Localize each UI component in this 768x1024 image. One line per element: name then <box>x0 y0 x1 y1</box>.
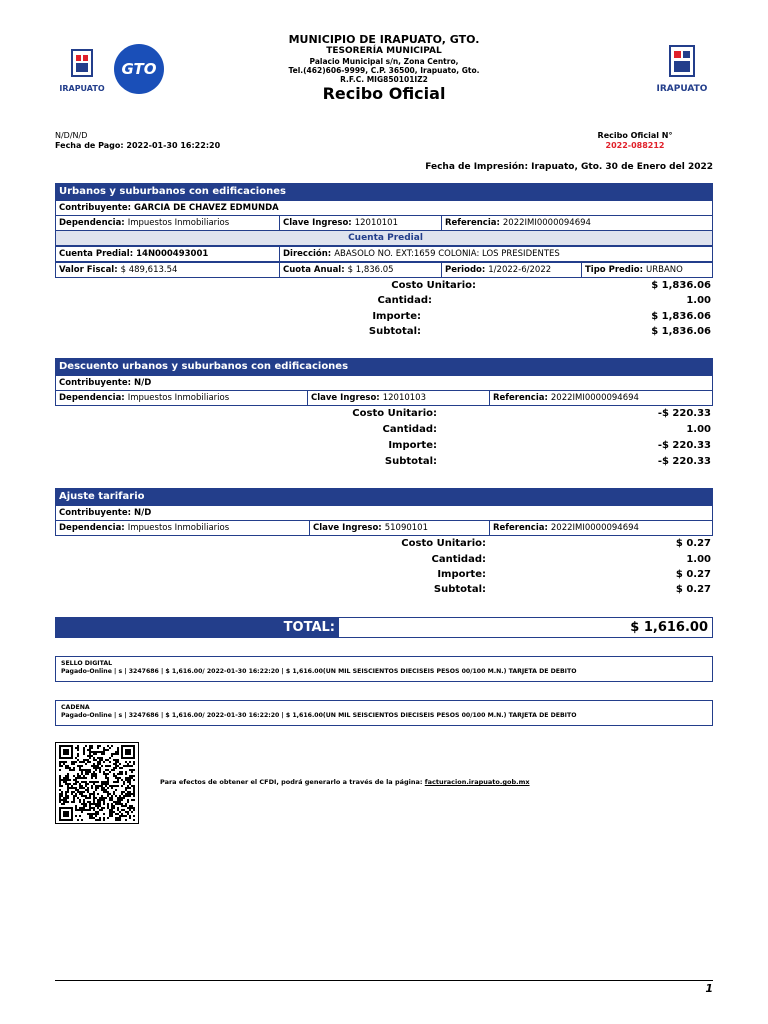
cuota-anual-label: Cuota Anual: <box>283 265 345 275</box>
fecha-pago <box>55 141 220 150</box>
referencia-value: 2022IMI0000094694 <box>550 523 639 533</box>
valor-fiscal-label: Valor Fiscal: <box>59 265 118 275</box>
periodo-value: 1/2022-6/2022 <box>488 265 552 275</box>
dependencia-value: Impuestos Inmobiliarios <box>127 393 230 403</box>
section-1-contribuyente-row <box>55 200 713 216</box>
total-value: $ 1,616.00 <box>630 620 708 635</box>
irapuato-logo-text: IRAPUATO <box>59 84 105 93</box>
s1-costo-value: $ 1,836.06 <box>651 280 711 291</box>
s1-subtotal-label: Subtotal: <box>368 326 421 337</box>
dependencia-label: Dependencia: <box>59 523 125 533</box>
contribuyente-value: N/D <box>134 378 152 388</box>
sello-label: SELLO DIGITAL <box>61 660 113 667</box>
cuenta-predial-cell <box>56 247 280 261</box>
qr-code-image <box>59 745 135 821</box>
fecha-pago-label: Fecha de Pago: <box>55 141 124 150</box>
s3-costo-label: Costo Unitario: <box>401 538 486 549</box>
s2-cantidad-value: 1.00 <box>686 424 711 435</box>
s2-costo-value: -$ 220.33 <box>657 408 711 419</box>
direccion-value: ABASOLO NO. EXT:1659 COLONIA: LOS PRESIDENTES <box>334 249 560 259</box>
section-3-dependencia-row <box>55 520 713 536</box>
recibo-number: 2022-088212 <box>605 141 665 150</box>
sello-digital-box <box>55 656 713 682</box>
contribuyente-label: Contribuyente: <box>59 203 132 213</box>
document-title: Recibo Oficial <box>322 84 446 103</box>
dependencia-value: Impuestos Inmobiliarios <box>127 523 230 533</box>
valor-fiscal-cell <box>56 263 280 277</box>
address-line-2: Tel.(462)606-9999, C.P. 36500, Irapuato, Gto. <box>288 66 480 75</box>
contribuyente-value: N/D <box>134 508 152 518</box>
periodo-cell <box>442 263 582 277</box>
fecha-impresion: Fecha de Impresión: Irapuato, Gto. 30 de Enero del 2022 <box>425 162 713 172</box>
clave-value: 12010103 <box>382 393 426 403</box>
clave-label: Clave Ingreso: <box>283 218 352 228</box>
clave-cell <box>308 391 490 405</box>
section-1-dependencia-row <box>55 215 713 231</box>
referencia-label: Referencia: <box>493 523 548 533</box>
fecha-pago-value: 2022-01-30 16:22:20 <box>126 141 221 150</box>
cadena-text: Pagado-Online | s | 3247686 | $ 1,616.00/ 2022-01-30 16:22:20 | $ 1,616.00(UN MIL SEISCIENTOS DIECISEIS PESOS 00/100 M.N.) TARJETA DE DEBITO <box>61 712 577 719</box>
dependencia-cell <box>56 216 280 230</box>
s1-cantidad-value: 1.00 <box>686 295 711 306</box>
direccion-cell <box>280 247 712 261</box>
referencia-label: Referencia: <box>493 393 548 403</box>
s2-importe-value: -$ 220.33 <box>657 440 711 451</box>
cuenta-predial-header-row <box>55 230 713 246</box>
section-3-contribuyente-row <box>55 505 713 521</box>
referencia-cell <box>490 521 712 535</box>
contribuyente-value: GARCIA DE CHAVEZ EDMUNDA <box>134 203 279 213</box>
referencia-value: 2022IMI0000094694 <box>502 218 591 228</box>
periodo-label: Periodo: <box>445 265 486 275</box>
section-2-dependencia-row <box>55 390 713 406</box>
s3-cantidad-value: 1.00 <box>686 554 711 565</box>
page-number: 1 <box>705 982 713 995</box>
section-1-title: Urbanos y suburbanos con edificaciones <box>55 183 713 200</box>
dependencia-value: Impuestos Inmobiliarios <box>127 218 230 228</box>
cuenta-predial-header: Cuenta Predial <box>56 231 712 245</box>
address-line-1: Palacio Municipal s/n, Zona Centro, <box>309 57 459 66</box>
s3-costo-value: $ 0.27 <box>675 538 711 549</box>
irapuato-logo-left <box>58 46 106 94</box>
clave-label: Clave Ingreso: <box>313 523 382 533</box>
gto-logo-text: GTO <box>121 60 157 78</box>
dependencia-cell <box>56 521 310 535</box>
cadena-box <box>55 700 713 726</box>
contribuyente-cell <box>56 201 712 215</box>
s2-subtotal-value: -$ 220.33 <box>657 456 711 467</box>
irapuato-logo-right <box>656 42 708 98</box>
clave-cell <box>280 216 442 230</box>
referencia-label: Referencia: <box>445 218 500 228</box>
clave-label: Clave Ingreso: <box>311 393 380 403</box>
referencia-cell <box>490 391 712 405</box>
rfc-line: R.F.C. MIG850101IZ2 <box>340 75 428 84</box>
total-label: TOTAL: <box>56 618 339 637</box>
address-block <box>200 57 568 84</box>
tipo-predio-label: Tipo Predio: <box>585 265 644 275</box>
dependencia-label: Dependencia: <box>59 218 125 228</box>
tipo-predio-cell <box>582 263 712 277</box>
gto-logo <box>114 44 164 94</box>
referencia-value: 2022IMI0000094694 <box>550 393 639 403</box>
s2-importe-label: Importe: <box>388 440 437 451</box>
cuenta-predial-row <box>55 246 713 262</box>
s1-subtotal-value: $ 1,836.06 <box>651 326 711 337</box>
s2-subtotal-label: Subtotal: <box>384 456 437 467</box>
tipo-predio-value: URBANO <box>646 265 683 275</box>
total-bar <box>55 617 713 638</box>
s1-importe-value: $ 1,836.06 <box>651 311 711 322</box>
referencia-cell <box>442 216 712 230</box>
cuota-anual-value: $ 1,836.05 <box>347 265 394 275</box>
section-2-title: Descuento urbanos y suburbanos con edificaciones <box>55 358 713 375</box>
contribuyente-cell <box>56 506 712 520</box>
cuenta-predial-label: Cuenta Predial: <box>59 249 134 259</box>
cadena-label: CADENA <box>61 704 90 711</box>
valor-fiscal-row <box>55 262 713 278</box>
recibo-label: Recibo Oficial N° <box>597 131 673 140</box>
dependencia-label: Dependencia: <box>59 393 125 403</box>
section-2-contribuyente-row <box>55 375 713 391</box>
s3-subtotal-value: $ 0.27 <box>675 584 711 595</box>
s3-importe-value: $ 0.27 <box>675 569 711 580</box>
s3-importe-label: Importe: <box>437 569 486 580</box>
s2-costo-label: Costo Unitario: <box>352 408 437 419</box>
s1-importe-label: Importe: <box>372 311 421 322</box>
municipio-title: MUNICIPIO DE IRAPUATO, GTO. <box>288 33 480 46</box>
contribuyente-label: Contribuyente: <box>59 508 132 518</box>
cuota-anual-cell <box>280 263 442 277</box>
valor-fiscal-value: $ 489,613.54 <box>120 265 178 275</box>
section-3-title: Ajuste tarifario <box>55 488 713 505</box>
cfdi-note <box>160 778 530 786</box>
footer-divider <box>55 980 713 981</box>
cfdi-link[interactable]: facturacion.irapuato.gob.mx <box>424 778 530 786</box>
nd-code: N/D/N/D <box>55 131 88 140</box>
clave-value: 51090101 <box>384 523 428 533</box>
s3-subtotal-label: Subtotal: <box>433 584 486 595</box>
s2-cantidad-label: Cantidad: <box>382 424 437 435</box>
contribuyente-label: Contribuyente: <box>59 378 132 388</box>
clave-cell <box>310 521 490 535</box>
cuenta-predial-value: 14N000493001 <box>136 249 209 259</box>
tesoreria-title: TESORERÍA MUNICIPAL <box>326 46 442 56</box>
clave-value: 12010101 <box>354 218 398 228</box>
cfdi-text: Para efectos de obtener el CFDI, podrá generarlo a través de la página: <box>160 778 423 786</box>
qr-code <box>55 742 139 824</box>
sello-text: Pagado-Online | s | 3247686 | $ 1,616.00/ 2022-01-30 16:22:20 | $ 1,616.00(UN MIL SEISCIENTOS DIECISEIS PESOS 00/100 M.N.) TARJETA DE DEBITO <box>61 668 577 675</box>
s1-costo-label: Costo Unitario: <box>391 280 476 291</box>
irapuato-logo-right-text: IRAPUATO <box>656 84 708 94</box>
direccion-label: Dirección: <box>283 249 332 259</box>
s1-cantidad-label: Cantidad: <box>377 295 432 306</box>
dependencia-cell <box>56 391 308 405</box>
s3-cantidad-label: Cantidad: <box>431 554 486 565</box>
contribuyente-cell <box>56 376 712 390</box>
